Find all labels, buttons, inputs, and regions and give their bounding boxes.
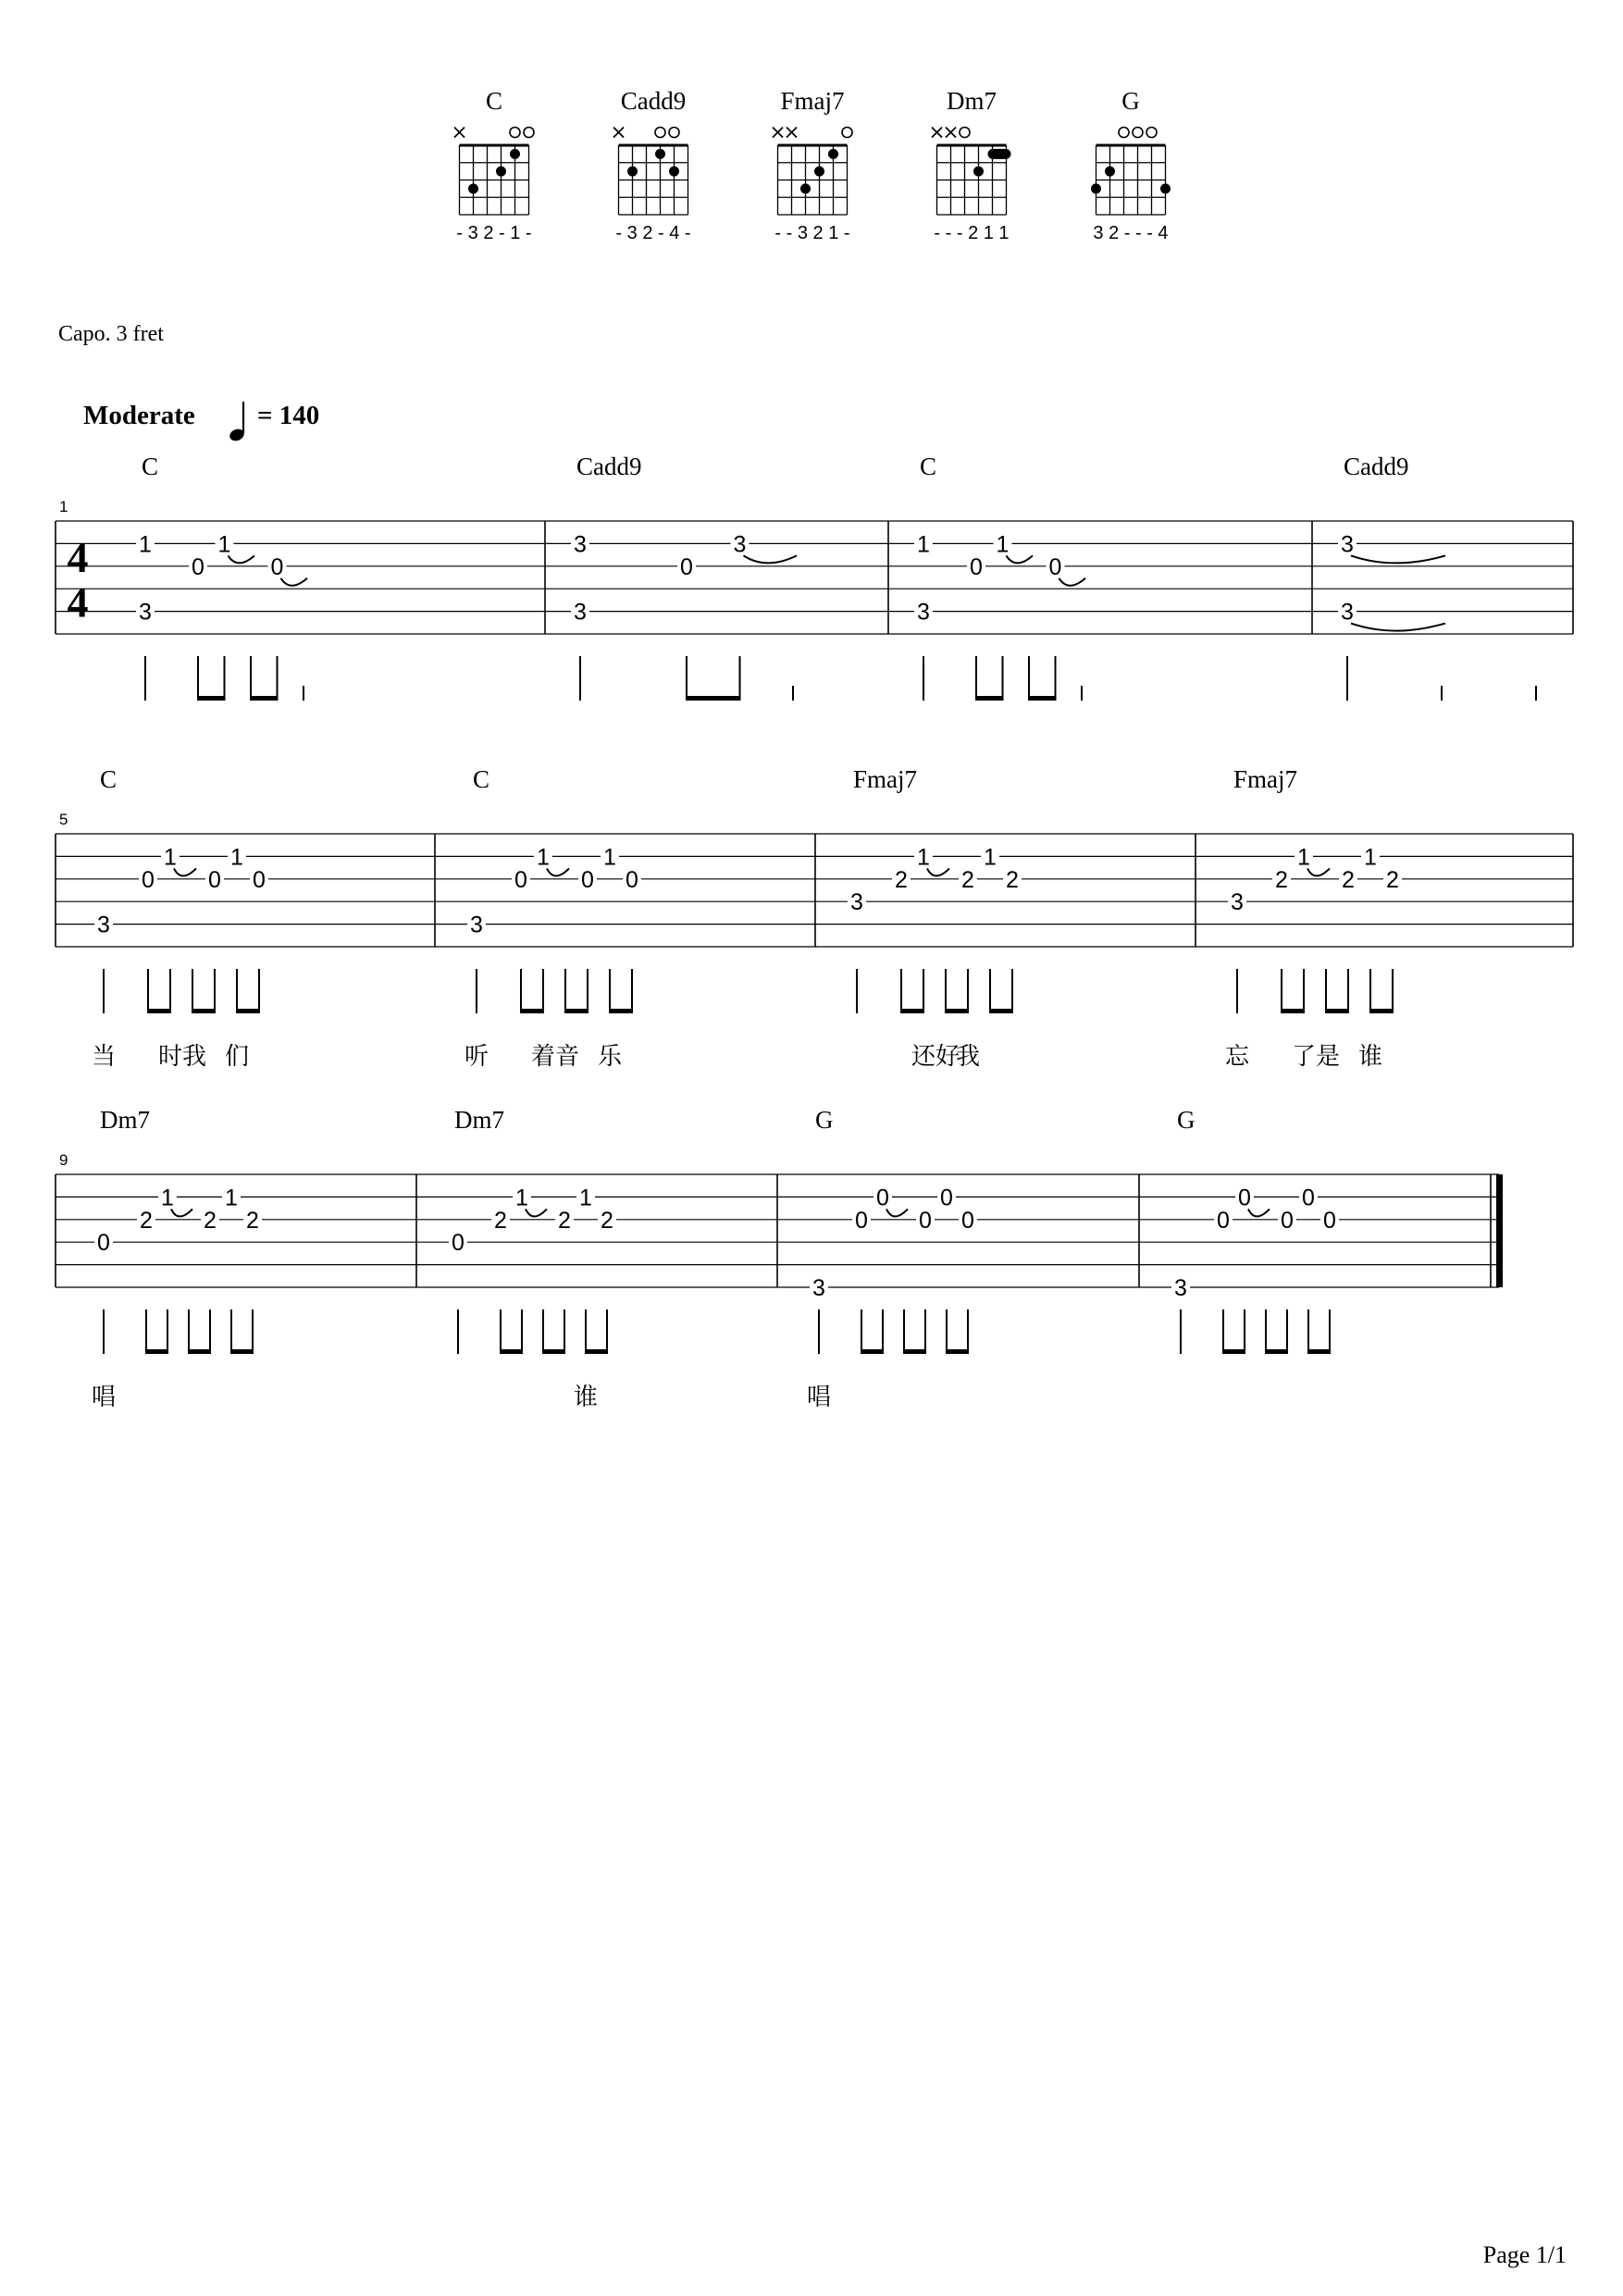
- fret-number: 0: [142, 866, 155, 893]
- rhythm-beam: [975, 696, 1004, 701]
- rhythm-beam: [1369, 1009, 1394, 1013]
- muted-string-icon: [787, 128, 797, 138]
- quarter-note-icon: [228, 402, 245, 443]
- muted-string-icon: [773, 128, 783, 138]
- lyric-syllable: 唱: [92, 1384, 117, 1411]
- finger-dot: [669, 167, 679, 177]
- fret-number: 1: [984, 844, 997, 871]
- chord-diagram-1: [613, 87, 691, 243]
- open-string-icon: [1146, 128, 1157, 138]
- chord-name: C: [473, 765, 490, 793]
- rhythm-beam: [861, 1349, 884, 1354]
- fret-number: 0: [961, 1207, 974, 1234]
- rhythm-beam: [500, 1349, 523, 1354]
- time-signature-bottom: 4: [67, 578, 89, 627]
- measure: [467, 844, 641, 1013]
- chord-diagram-row: [454, 87, 1171, 243]
- tab-system-2: [56, 765, 1573, 1071]
- time-signature-top: 4: [67, 533, 89, 581]
- fret-number: 2: [1275, 866, 1288, 893]
- fret-number: 2: [601, 1207, 613, 1234]
- measure: [449, 1185, 616, 1354]
- fret-number: 3: [139, 599, 152, 626]
- chord-name: Fmaj7: [853, 765, 918, 793]
- chord-diagram-3: [932, 87, 1011, 243]
- rhythm-beam: [609, 1009, 633, 1013]
- fret-number: 1: [225, 1185, 238, 1211]
- chord-name: G: [815, 1106, 834, 1134]
- muted-string-icon: [454, 128, 465, 138]
- page-number: Page 1/1: [1482, 2241, 1567, 2268]
- fret-number: 2: [1386, 866, 1399, 893]
- open-string-icon: [669, 128, 679, 138]
- finger-dot: [468, 183, 478, 193]
- tempo-label: Moderate: [83, 401, 195, 430]
- rhythm-beam: [946, 1349, 969, 1354]
- fret-number: 3: [1174, 1275, 1187, 1301]
- fret-number: 0: [581, 866, 594, 893]
- tie-arc: [229, 555, 255, 563]
- chord-diagram-fingering: - - 3 2 1 -: [774, 223, 850, 243]
- rhythm-beam: [903, 1349, 926, 1354]
- lyric-syllable: 我: [956, 1043, 981, 1071]
- lyric-syllable: 了是: [1292, 1043, 1341, 1071]
- lyric-syllable: 乐: [598, 1043, 623, 1071]
- fret-number: 0: [97, 1230, 110, 1257]
- rhythm-beam: [236, 1009, 260, 1013]
- fret-number: 0: [1281, 1207, 1294, 1234]
- tie-arc: [171, 1209, 192, 1216]
- fret-number: 2: [204, 1207, 217, 1234]
- finger-dot: [627, 167, 638, 177]
- fret-number: 0: [970, 553, 983, 580]
- measure-number: 9: [59, 1151, 68, 1169]
- finger-dot: [814, 167, 824, 177]
- fret-number: 0: [270, 553, 284, 580]
- rhythm-beam: [197, 696, 226, 701]
- tie-arc: [1351, 624, 1445, 631]
- chord-name: Fmaj7: [1233, 765, 1298, 793]
- rhythm-beam: [1222, 1349, 1245, 1354]
- measure: [1228, 844, 1402, 1013]
- finger-dot: [973, 167, 984, 177]
- fret-number: 1: [1297, 844, 1310, 871]
- fret-number: 2: [140, 1207, 153, 1234]
- chord-name: Dm7: [454, 1106, 504, 1134]
- rhythm-beam: [230, 1349, 254, 1354]
- rhythm-beam: [145, 1349, 168, 1354]
- fret-number: 3: [917, 599, 930, 626]
- chord-diagram-0: [454, 87, 534, 243]
- chord-diagram-fingering: - 3 2 - 4 -: [615, 223, 691, 243]
- open-string-icon: [842, 128, 852, 138]
- measure: [848, 844, 1022, 1013]
- fret-number: 1: [917, 531, 930, 558]
- tie-arc: [1007, 555, 1034, 563]
- fret-number: 0: [1217, 1207, 1230, 1234]
- chord-name: Dm7: [100, 1106, 150, 1134]
- measure-number: 5: [59, 811, 68, 828]
- fret-number: 3: [850, 889, 863, 916]
- fret-number: 3: [470, 912, 483, 938]
- finger-dot: [655, 149, 665, 159]
- fret-number: 0: [876, 1185, 889, 1211]
- chord-name: C: [100, 765, 118, 793]
- fret-number: 3: [1341, 531, 1354, 558]
- measure: [94, 1185, 262, 1354]
- rhythm-beam: [520, 1009, 544, 1013]
- chord-name: Cadd9: [576, 453, 642, 480]
- rhythm-beam: [585, 1349, 608, 1354]
- tie-arc: [1351, 555, 1445, 563]
- tempo-value: = 140: [257, 401, 320, 430]
- rhythm-beam: [147, 1009, 171, 1013]
- fret-number: 0: [253, 866, 266, 893]
- measure: [94, 844, 268, 1013]
- rhythm-beam: [542, 1349, 565, 1354]
- fret-number: 1: [217, 531, 231, 558]
- fret-number: 0: [1048, 553, 1062, 580]
- chord-diagram-4: [1091, 87, 1171, 243]
- rhythm-beam: [1028, 696, 1057, 701]
- chord-name: C: [920, 453, 937, 480]
- fret-number: 1: [579, 1185, 592, 1211]
- tie-arc: [174, 868, 196, 875]
- fret-number: 0: [1238, 1185, 1251, 1211]
- chord-diagram-fingering: - 3 2 - 1 -: [456, 223, 532, 243]
- fret-number: 3: [574, 531, 587, 558]
- measure: [810, 1185, 977, 1354]
- rhythm-beam: [192, 1009, 216, 1013]
- fret-number: 2: [494, 1207, 507, 1234]
- chord-diagram-fingering: 3 2 - - - 4: [1093, 223, 1169, 243]
- rhythm-beam: [686, 696, 741, 701]
- lyric-syllable: 忘: [1225, 1043, 1250, 1071]
- muted-string-icon: [613, 128, 624, 138]
- muted-string-icon: [946, 128, 956, 138]
- finger-dot: [800, 183, 811, 193]
- fret-number: 2: [895, 866, 908, 893]
- fret-number: 2: [1342, 866, 1355, 893]
- fret-number: 3: [1231, 889, 1244, 916]
- tie-arc: [927, 868, 949, 875]
- chord-diagram-name: G: [1121, 87, 1140, 115]
- fret-number: 1: [996, 531, 1010, 558]
- lyric-syllable: 唱: [807, 1384, 832, 1411]
- fret-number: 0: [855, 1207, 868, 1234]
- tie-arc: [547, 868, 569, 875]
- chord-name: Cadd9: [1344, 453, 1409, 480]
- fret-number: 3: [733, 531, 747, 558]
- tie-arc: [281, 578, 308, 586]
- fret-number: 0: [514, 866, 527, 893]
- rhythm-beam: [945, 1009, 969, 1013]
- tab-system-1: [56, 453, 1573, 701]
- lyric-syllable: 着音: [531, 1043, 580, 1071]
- rhythm-beam: [1281, 1009, 1305, 1013]
- open-string-icon: [1119, 128, 1129, 138]
- finger-dot: [510, 149, 520, 159]
- rhythm-beam: [188, 1349, 211, 1354]
- tie-arc: [1307, 868, 1330, 875]
- finger-dot: [496, 167, 506, 177]
- capo-label: Capo. 3 fret: [58, 322, 164, 346]
- chord-diagram-fingering: - - - 2 1 1: [934, 223, 1010, 243]
- chord-diagram-name: Cadd9: [620, 87, 687, 115]
- tempo-marking: [83, 401, 319, 443]
- fret-number: 0: [208, 866, 221, 893]
- fret-number: 3: [97, 912, 110, 938]
- open-string-icon: [655, 128, 665, 138]
- lyric-syllable: 当: [92, 1043, 117, 1071]
- fret-number: 0: [192, 553, 204, 580]
- fret-number: 1: [230, 844, 243, 871]
- fret-number: 0: [1323, 1207, 1336, 1234]
- measure-number: 1: [59, 498, 68, 515]
- rhythm-beam: [564, 1009, 588, 1013]
- open-string-icon: [510, 128, 520, 138]
- lyric-syllable: 听: [465, 1043, 489, 1071]
- fret-number: 0: [919, 1207, 932, 1234]
- measure: [1338, 531, 1536, 701]
- fret-number: 0: [452, 1230, 465, 1257]
- fret-number: 0: [626, 866, 638, 893]
- finger-dot: [1105, 167, 1115, 177]
- tie-arc: [886, 1209, 908, 1216]
- fret-number: 1: [1364, 844, 1377, 871]
- fret-number: 2: [246, 1207, 259, 1234]
- lyric-syllable: 谁: [1358, 1043, 1383, 1071]
- rhythm-beam: [1307, 1349, 1331, 1354]
- lyric-syllable: 们: [225, 1043, 250, 1071]
- fret-number: 1: [161, 1185, 174, 1211]
- time-signature: [68, 534, 89, 627]
- chord-diagram-name: Dm7: [947, 87, 997, 115]
- fret-number: 1: [537, 844, 550, 871]
- rhythm-beam: [900, 1009, 924, 1013]
- lyric-syllable: 还好: [911, 1043, 960, 1071]
- chord-diagram-name: Fmaj7: [780, 87, 845, 115]
- tie-arc: [1059, 578, 1086, 586]
- open-string-icon: [524, 128, 534, 138]
- rhythm-beam: [1265, 1349, 1288, 1354]
- rhythm-beam: [989, 1009, 1013, 1013]
- final-barline: [1496, 1174, 1503, 1287]
- fret-number: 1: [603, 844, 616, 871]
- chord-name: G: [1177, 1106, 1196, 1134]
- fret-number: 1: [515, 1185, 528, 1211]
- open-string-icon: [1133, 128, 1143, 138]
- fret-number: 1: [139, 531, 152, 558]
- measure: [914, 531, 1085, 701]
- fret-number: 0: [1302, 1185, 1315, 1211]
- chord-name: C: [142, 453, 159, 480]
- measure: [571, 531, 797, 701]
- measure: [136, 531, 307, 701]
- rhythm-beam: [1325, 1009, 1349, 1013]
- systems: [56, 453, 1573, 1411]
- tie-arc: [1248, 1209, 1270, 1216]
- fret-number: 1: [164, 844, 177, 871]
- tie-arc: [526, 1209, 547, 1216]
- fret-number: 3: [812, 1275, 825, 1301]
- finger-dot: [828, 149, 838, 159]
- chord-diagram-2: [773, 87, 852, 243]
- lyric-syllable: 时我: [158, 1043, 207, 1071]
- fret-number: 1: [917, 844, 930, 871]
- fret-number: 2: [961, 866, 974, 893]
- tab-system-3: [56, 1106, 1503, 1411]
- chord-diagram-name: C: [485, 87, 503, 115]
- fret-number: 0: [680, 553, 693, 580]
- fret-number: 3: [1341, 599, 1354, 626]
- finger-dot: [1091, 183, 1101, 193]
- barre-mark: [988, 149, 1011, 159]
- finger-dot: [1160, 183, 1171, 193]
- fret-number: 3: [574, 599, 587, 626]
- tie-arc: [744, 555, 798, 563]
- measure: [1171, 1185, 1339, 1354]
- lyric-syllable: 谁: [574, 1384, 599, 1411]
- open-string-icon: [960, 128, 970, 138]
- fret-number: 0: [940, 1185, 953, 1211]
- muted-string-icon: [932, 128, 942, 138]
- fret-number: 2: [558, 1207, 571, 1234]
- fret-number: 2: [1006, 866, 1019, 893]
- rhythm-beam: [250, 696, 279, 701]
